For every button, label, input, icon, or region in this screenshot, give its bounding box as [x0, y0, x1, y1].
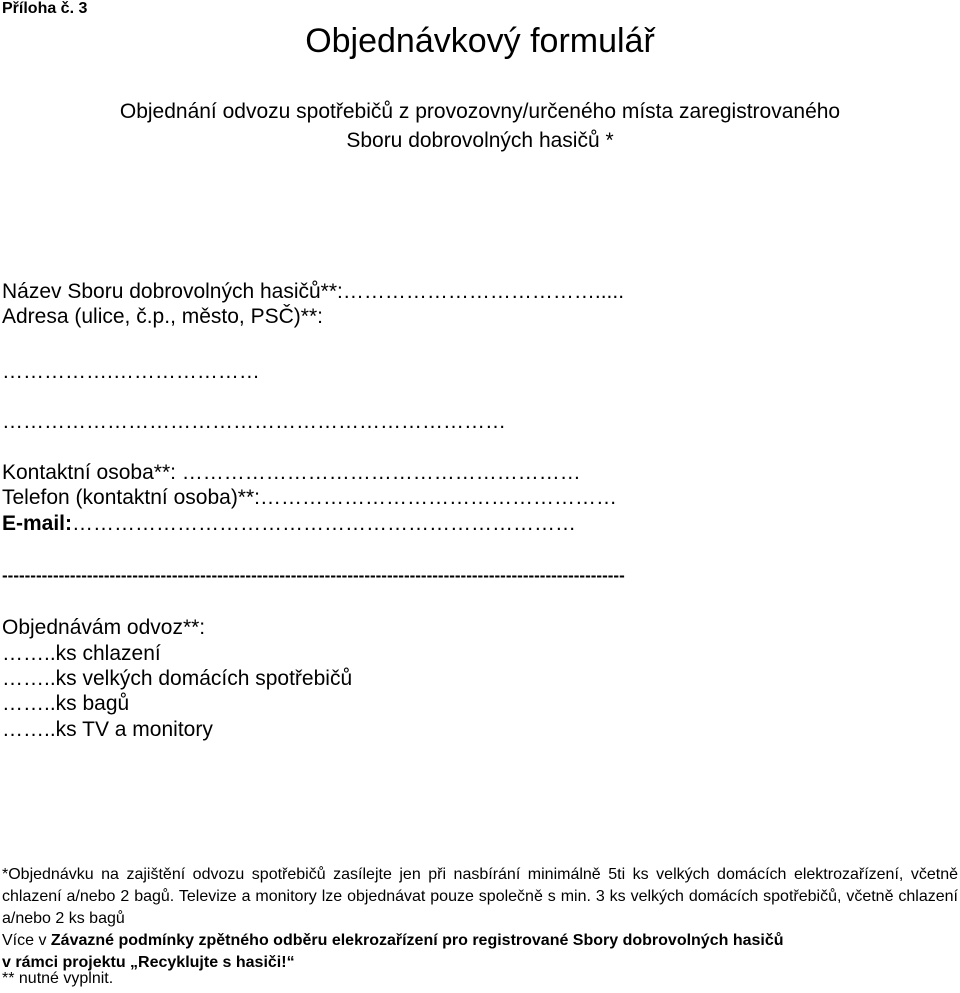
note-text: *Objednávku na zajištění odvozu spotřebičů zasílejte jen při nasbírání minimálně 5ti ks velkých domácích elektrozařízení, včetně chlazení a/nebo 2 bagů. Televize a monitory lze objednávat pouze společně s min. 3 ks velkých domácích spotřebičů, včetně chlazení a/nebo 2 ks bagů [2, 866, 958, 927]
email-dots[interactable]: ……………………………………………………………… [72, 512, 577, 535]
order-item-large-appliances[interactable]: ……..ks velkých domácích spotřebičů [2, 667, 353, 690]
address-label: Adresa (ulice, č.p., město, PSČ)**: [2, 305, 323, 328]
contact-field[interactable] [2, 461, 581, 485]
phone-field[interactable] [2, 486, 617, 510]
note-conditions-title: Závazné podmínky zpětného odběru elekrozařízení pro registrované Sbory dobrovolných hasičů [50, 932, 784, 949]
sdh-name-field[interactable] [2, 280, 624, 304]
email-label: E-mail: [2, 512, 73, 535]
address-line-2[interactable]: ……………………………………………………………… [2, 410, 506, 433]
note-more-prefix: Více v [2, 932, 51, 949]
phone-dots[interactable]: …………………………………………… [260, 486, 617, 509]
order-item-bags[interactable]: ……..ks bagů [2, 692, 130, 715]
page-subtitle [0, 97, 960, 155]
note-project-title: v rámci projektu „Recyklujte s hasiči!“ [2, 954, 295, 971]
email-field[interactable] [2, 512, 576, 536]
sdh-name-label: Název Sboru dobrovolných hasičů**: [2, 280, 343, 303]
subtitle-line-2: Sboru dobrovolných hasičů * [346, 129, 614, 152]
page-title: Objednávkový formulář [305, 22, 655, 60]
note-more-info [2, 930, 958, 952]
order-item-cooling[interactable]: ……..ks chlazení [2, 642, 161, 665]
order-item-tv-monitors[interactable]: ……..ks TV a monitory [2, 718, 213, 741]
contact-dots[interactable]: ………………………………………………… [175, 461, 581, 484]
order-note [2, 864, 958, 974]
separator-line: -------------------------------------------------------------------------------------------------------------- [2, 566, 625, 585]
annex-label: Příloha č. 3 [2, 0, 88, 17]
contact-label: Kontaktní osoba**: [2, 461, 176, 484]
sdh-name-dots[interactable]: ………………………………..... [342, 280, 625, 303]
phone-label: Telefon (kontaktní osoba)**: [2, 486, 260, 509]
order-heading: Objednávám odvoz**: [2, 616, 206, 639]
required-note: ** nutné vyplnit. [2, 970, 114, 987]
note-project [2, 952, 958, 974]
subtitle-line-1: Objednání odvozu spotřebičů z provozovny/určeného místa zaregistrovaného [119, 100, 841, 123]
address-line-1[interactable]: …………….………………… [2, 360, 260, 383]
